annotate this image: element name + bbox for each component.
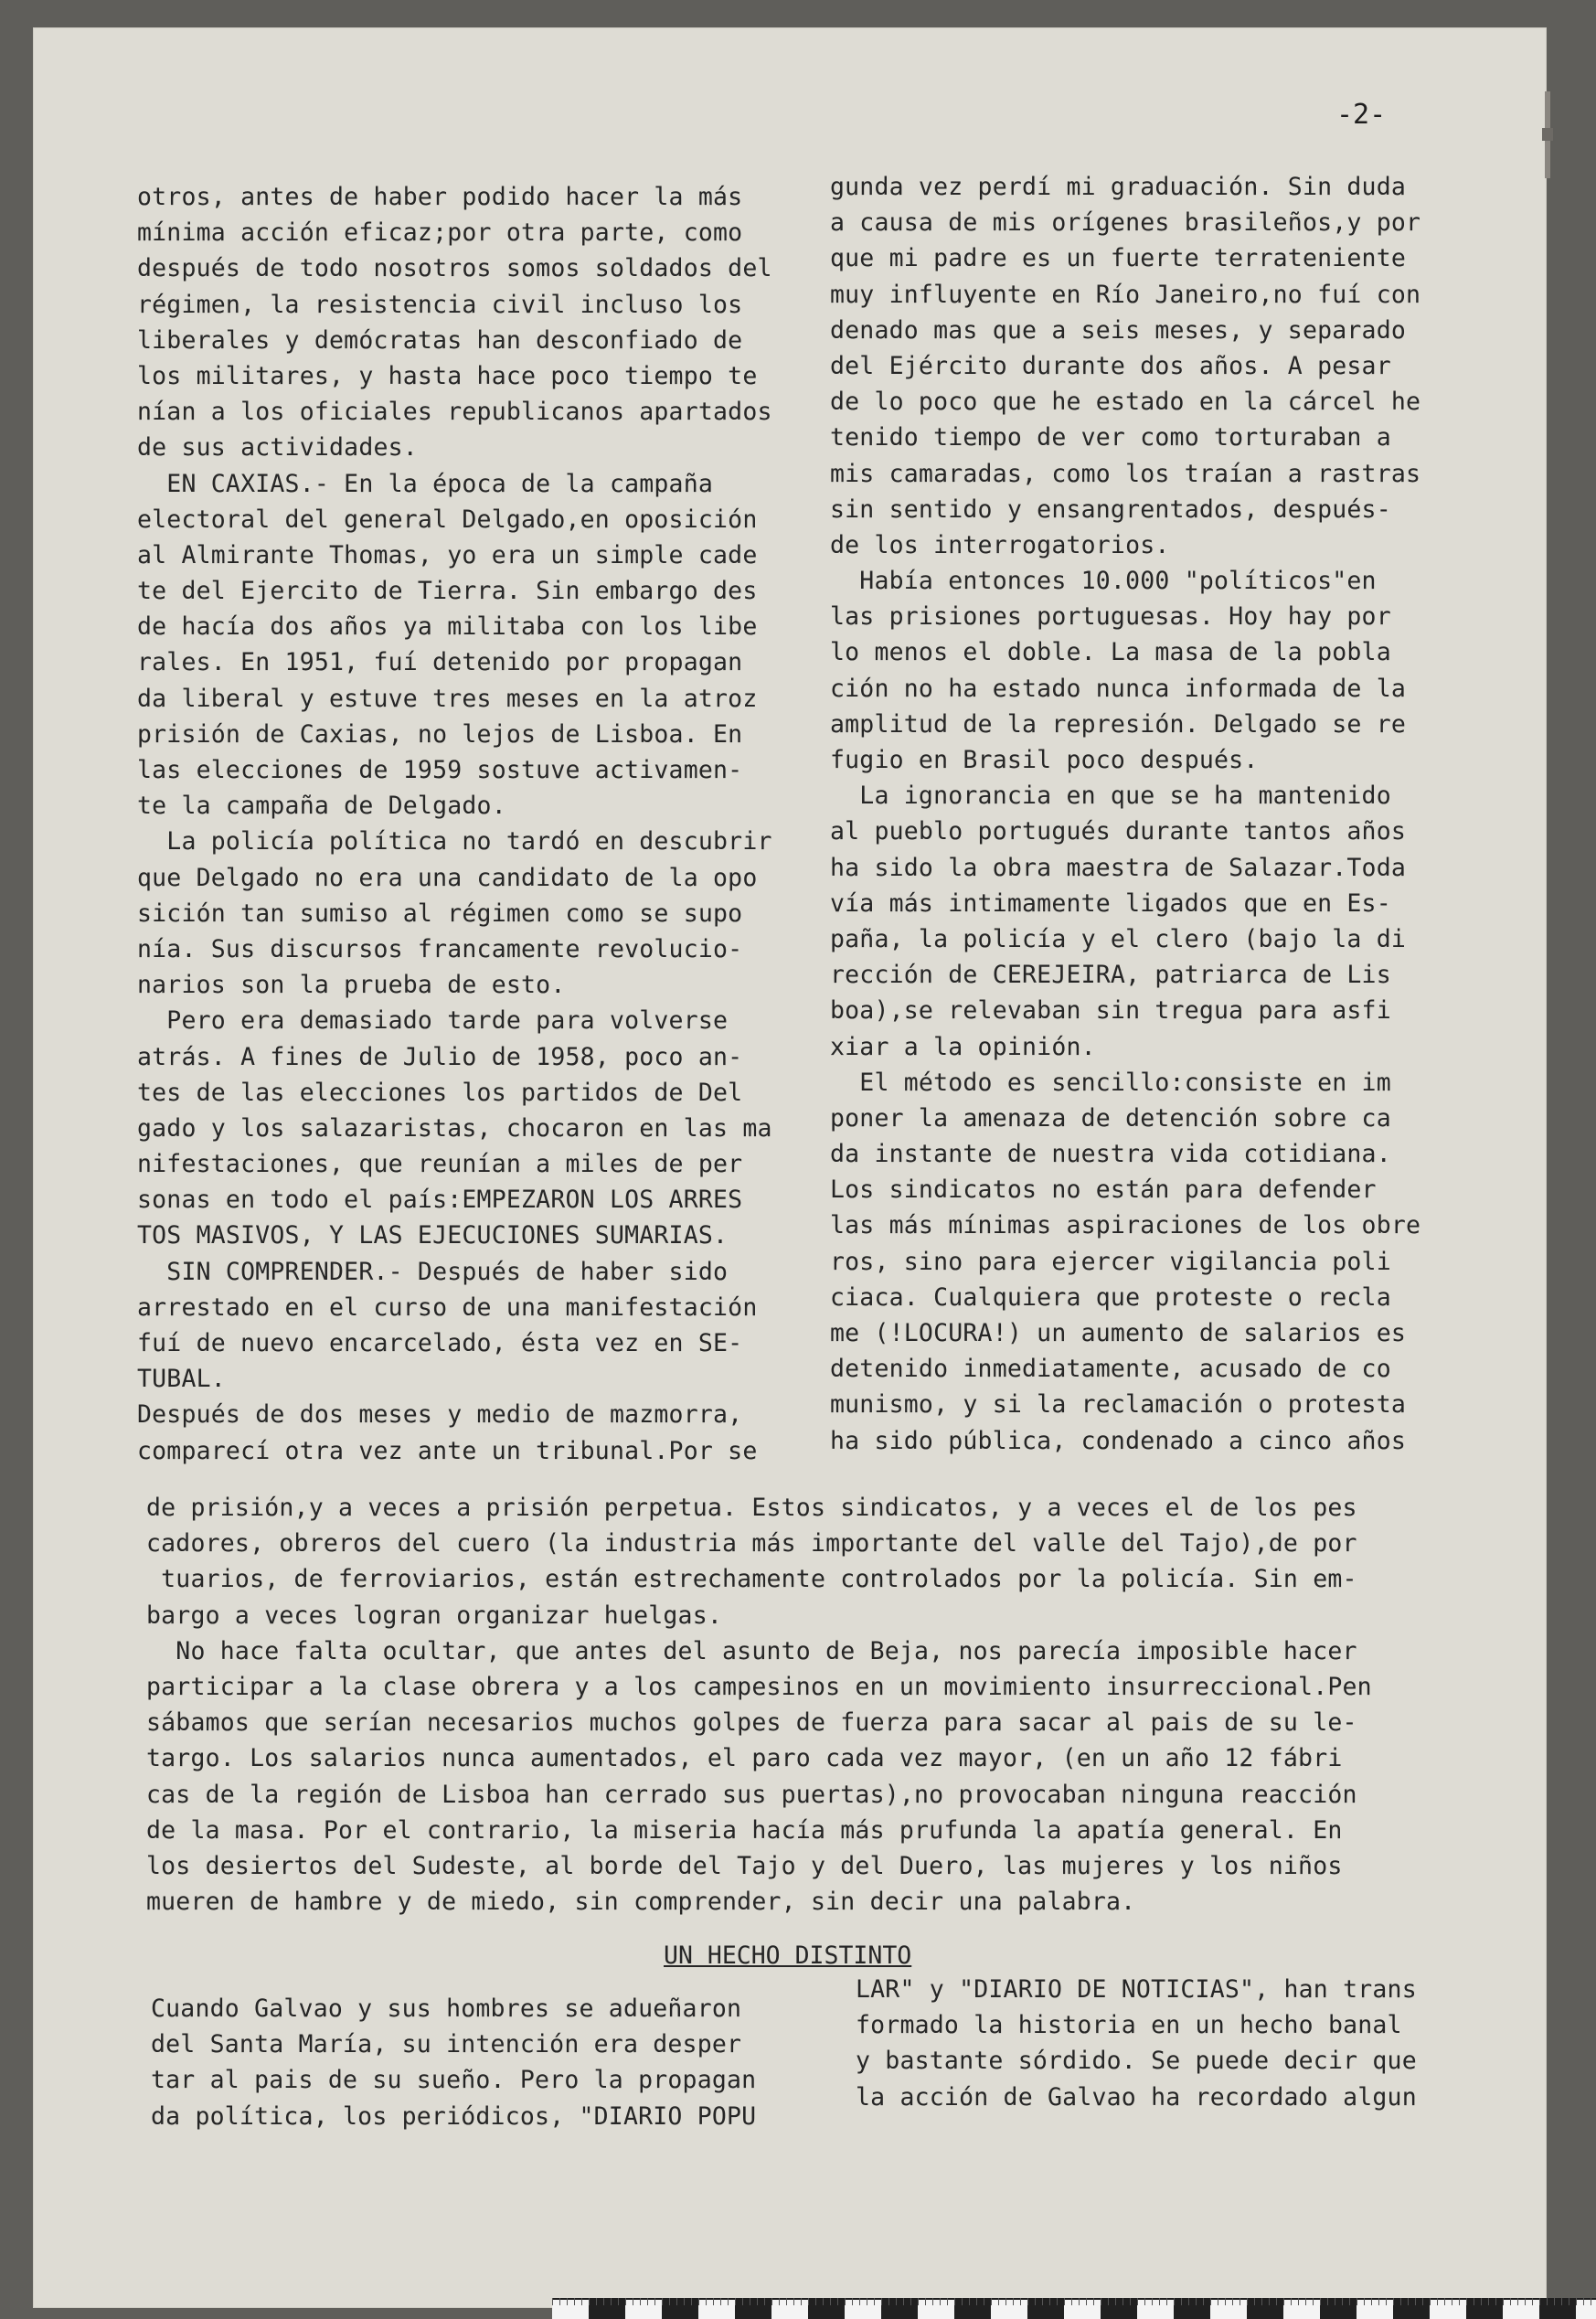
- text-line: ción no ha estado nunca informada de la: [830, 674, 1407, 703]
- text-line: y bastante sórdido. Se puede decir que: [856, 2047, 1417, 2076]
- text-line: sábamos que serían necesarios muchos golpes de fuerza para sacar al pais de su le-: [146, 1708, 1357, 1738]
- text-line: los desiertos del Sudeste, al borde del Tajo y del Duero, las mujeres y los niños: [146, 1851, 1343, 1880]
- right-column: [830, 169, 1420, 1459]
- text-line: te la campaña de Delgado.: [137, 792, 506, 821]
- text-line: las elecciones de 1959 sostuve activamen-: [137, 756, 743, 784]
- text-line: El método es sencillo:consiste en im: [830, 1068, 1391, 1097]
- text-line: da instante de nuestra vida cotidiana.: [830, 1140, 1391, 1169]
- text-line: al Almirante Thomas, yo era un simple cade: [137, 540, 758, 569]
- text-line: tenido tiempo de ver como torturaban a: [830, 423, 1391, 452]
- text-line: de hacía dos años ya militaba con los libe: [137, 612, 758, 642]
- text-line: nifestaciones, que reunían a miles de per: [137, 1150, 743, 1179]
- text-line: que mi padre es un fuerte terrateniente: [830, 244, 1407, 273]
- text-line: los militares, y hasta hace poco tiempo te: [137, 361, 758, 390]
- text-line: amplitud de la represión. Delgado se re: [830, 709, 1407, 739]
- text-line: paña, la policía y el clero (bajo la di: [830, 924, 1407, 953]
- text-line: después de todo nosotros somos soldados del: [137, 254, 772, 283]
- section-heading: UN HECHO DISTINTO: [664, 1941, 912, 1970]
- text-line: da política, los periódicos, "DIARIO POPU: [151, 2101, 757, 2131]
- text-line: gado y los salazaristas, chocaron en las ma: [137, 1113, 772, 1143]
- text-line: LAR" y "DIARIO DE NOTICIAS", han trans: [856, 1975, 1417, 2004]
- left-column: [137, 179, 772, 1469]
- text-line: gunda vez perdí mi graduación. Sin duda: [830, 173, 1407, 201]
- text-line: la acción de Galvao ha recordado algun: [856, 2082, 1417, 2112]
- text-line: EN CAXIAS.- En la época de la campaña: [137, 469, 714, 498]
- text-line: electoral del general Delgado,en oposición: [137, 505, 758, 534]
- text-line: TOS MASIVOS, Y LAS EJECUCIONES SUMARIAS.: [137, 1221, 729, 1250]
- full-width-paragraphs: [146, 1490, 1372, 1920]
- text-line: de prisión,y a veces a prisión perpetua. Estos sindicatos, y a veces el de los pes: [146, 1494, 1357, 1522]
- text-line: SIN COMPRENDER.- Después de haber sido: [137, 1257, 729, 1286]
- text-line: mínima acción eficaz;por otra parte, como: [137, 218, 743, 248]
- text-line: las más mínimas aspiraciones de los obre: [830, 1211, 1421, 1240]
- text-line: denado mas que a seis meses, y separado: [830, 315, 1407, 345]
- text-line: de los interrogatorios.: [830, 530, 1170, 559]
- text-line: atrás. A fines de Julio de 1958, poco an-: [137, 1042, 743, 1071]
- text-line: La ignorancia en que se ha mantenido: [830, 782, 1391, 811]
- text-line: me (!LOCURA!) un aumento de salarios es: [830, 1319, 1407, 1347]
- text-line: te del Ejercito de Tierra. Sin embargo des: [137, 577, 758, 606]
- text-line: No hace falta ocultar, que antes del asunto de Beja, nos parecía imposible hacer: [146, 1636, 1357, 1665]
- text-line: régimen, la resistencia civil incluso los: [137, 290, 743, 319]
- text-line: Después de dos meses y medio de mazmorra,: [137, 1400, 743, 1430]
- text-line: ciaca. Cualquiera que proteste o recla: [830, 1282, 1391, 1312]
- text-line: comparecí otra vez ante un tribunal.Por se: [137, 1436, 758, 1465]
- text-line: participar a la clase obrera y a los campesinos en un movimiento insurreccional.Pen: [146, 1672, 1372, 1701]
- text-line: ros, sino para ejercer vigilancia poli: [830, 1247, 1391, 1276]
- text-line: Los sindicatos no están para defender: [830, 1175, 1377, 1205]
- page-number: -2-: [1336, 99, 1387, 131]
- text-line: xiar a la opinión.: [830, 1032, 1096, 1061]
- text-line: tes de las elecciones los partidos de Del: [137, 1078, 743, 1107]
- text-line: rección de CEREJEIRA, patriarca de Lis: [830, 961, 1391, 990]
- text-line: cas de la región de Lisboa han cerrado sus puertas),no provocaban ninguna reacción: [146, 1780, 1357, 1809]
- text-line: a causa de mis orígenes brasileños,y por: [830, 208, 1421, 238]
- text-line: fugio en Brasil poco después.: [830, 746, 1259, 774]
- text-line: detenido inmediatamente, acusado de co: [830, 1355, 1391, 1384]
- text-line: otros, antes de haber podido hacer la más: [137, 183, 743, 211]
- text-line: ha sido la obra maestra de Salazar.Toda: [830, 853, 1407, 882]
- text-line: del Santa María, su intención era desper: [151, 2030, 742, 2059]
- text-line: tar al pais de su sueño. Pero la propagan: [151, 2066, 757, 2095]
- text-line: del Ejército durante dos años. A pesar: [830, 351, 1391, 380]
- text-line: de lo poco que he estado en la cárcel he: [830, 388, 1421, 417]
- bottom-right-column: [856, 1972, 1417, 2115]
- text-line: lo menos el doble. La masa de la pobla: [830, 638, 1391, 667]
- text-line: ha sido pública, condenado a cinco años: [830, 1426, 1407, 1455]
- text-line: mueren de hambre y de miedo, sin comprender, sin decir una palabra.: [146, 1888, 1136, 1917]
- text-line: tuarios, de ferroviarios, están estrechamente controlados por la policía. Sin em-: [146, 1565, 1357, 1594]
- text-line: prisión de Caxias, no lejos de Lisboa. En: [137, 719, 743, 749]
- text-line: de la masa. Por el contrario, la miseria hacía más prufunda la apatía general. En: [146, 1815, 1343, 1845]
- staple-mark: [1539, 91, 1556, 178]
- text-line: La policía política no tardó en descubrir: [137, 827, 772, 856]
- text-line: poner la amenaza de detención sobre ca: [830, 1103, 1391, 1133]
- text-line: Pero era demasiado tarde para volverse: [137, 1006, 729, 1036]
- text-line: vía más intimamente ligados que en Es-: [830, 888, 1391, 918]
- text-line: arrestado en el curso de una manifestación: [137, 1292, 758, 1322]
- text-line: sonas en todo el país:EMPEZARON LOS ARRES: [137, 1186, 743, 1215]
- text-line: que Delgado no era una candidato de la opo: [137, 863, 758, 892]
- text-line: fuí de nuevo encarcelado, ésta vez en SE-: [137, 1329, 743, 1357]
- text-line: da liberal y estuve tres meses en la atroz: [137, 684, 758, 713]
- text-line: TUBAL.: [137, 1365, 226, 1394]
- text-line: rales. En 1951, fuí detenido por propagan: [137, 648, 743, 677]
- text-line: targo. Los salarios nunca aumentados, el paro cada vez mayor, (en un año 12 fábri: [146, 1744, 1343, 1773]
- text-line: formado la historia en un hecho banal: [856, 2011, 1402, 2040]
- text-line: Había entonces 10.000 "políticos"en: [830, 567, 1377, 596]
- text-line: mis camaradas, como los traían a rastras: [830, 459, 1421, 488]
- text-line: al pueblo portugués durante tantos años: [830, 817, 1407, 846]
- text-line: de sus actividades.: [137, 433, 418, 463]
- text-line: las prisiones portuguesas. Hoy hay por: [830, 602, 1391, 632]
- text-line: sición tan sumiso al régimen como se supo: [137, 899, 743, 928]
- text-line: nían a los oficiales republicanos apartados: [137, 398, 772, 427]
- text-line: Cuando Galvao y sus hombres se adueñaron: [151, 1995, 742, 2023]
- text-line: cadores, obreros del cuero (la industria más importante del valle del Tajo),de por: [146, 1529, 1357, 1558]
- bottom-left-column: [151, 1991, 756, 2134]
- text-line: sin sentido y ensangrentados, después-: [830, 495, 1391, 524]
- text-line: muy influyente en Río Janeiro,no fuí con: [830, 280, 1421, 309]
- text-line: nía. Sus discursos francamente revolucio-: [137, 934, 743, 963]
- text-line: narios son la prueba de esto.: [137, 971, 566, 1000]
- text-line: boa),se relevaban sin tregua para asfi: [830, 996, 1391, 1026]
- text-line: munismo, y si la reclamación o protesta: [830, 1390, 1407, 1420]
- scale-ruler-ticks: [552, 2298, 1596, 2305]
- text-line: liberales y demócratas han desconfiado de: [137, 325, 743, 355]
- text-line: bargo a veces logran organizar huelgas.: [146, 1601, 723, 1630]
